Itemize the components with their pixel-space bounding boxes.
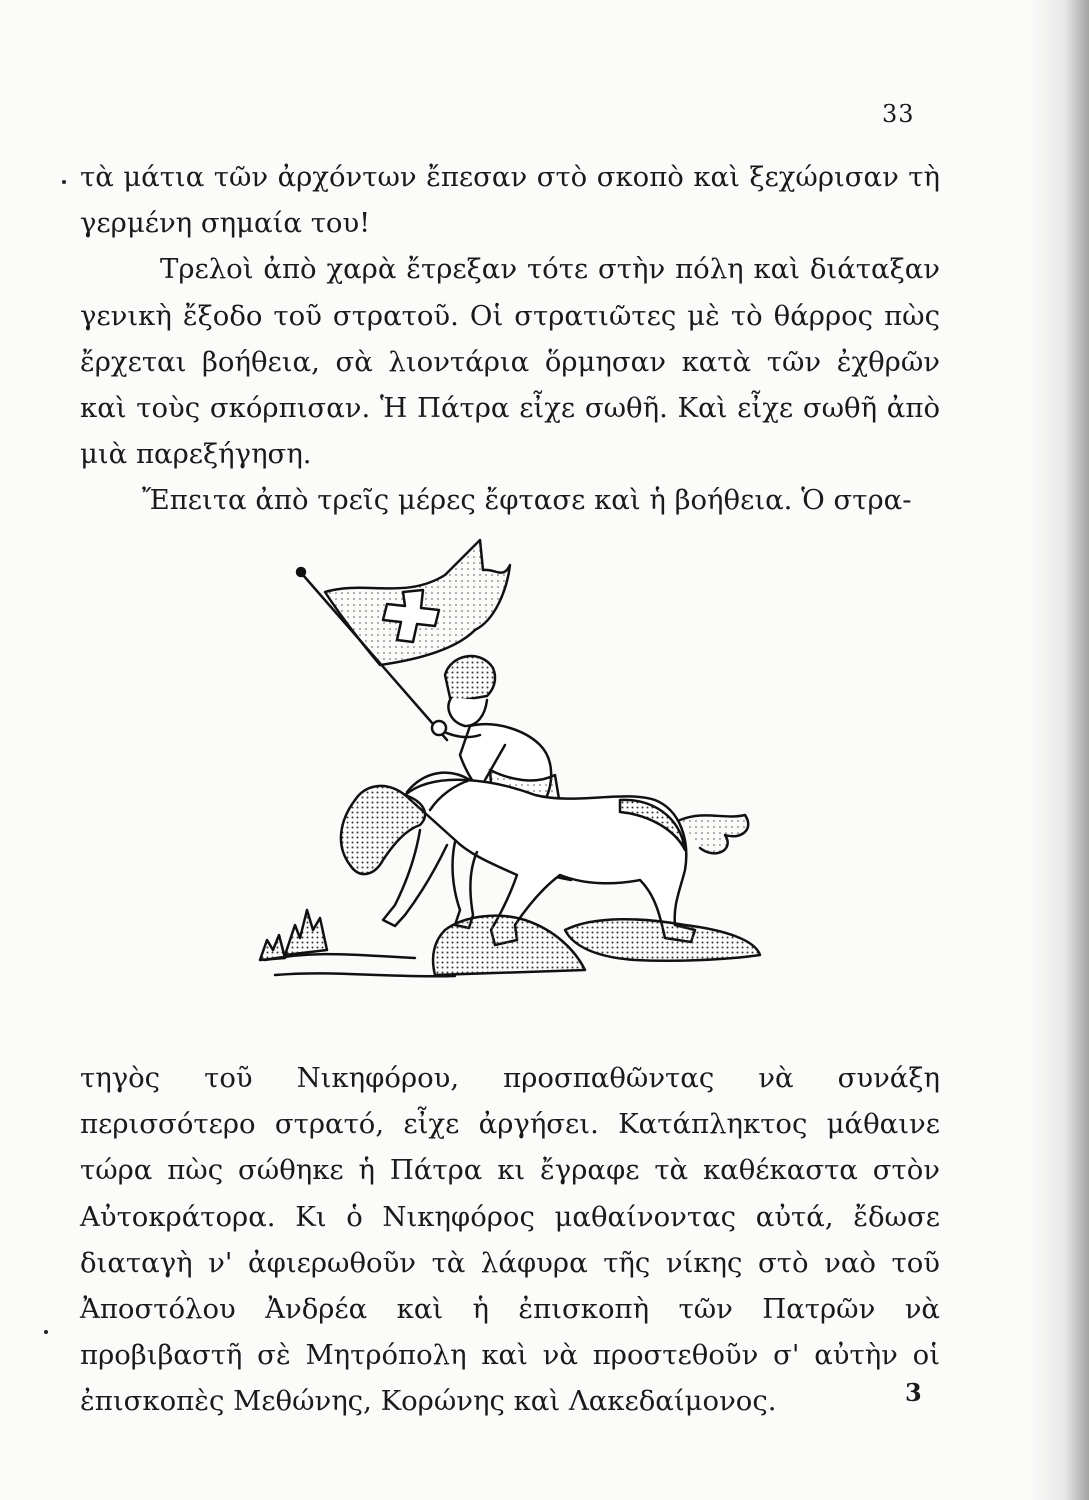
rider-helmet [445,656,495,702]
text-block-top [80,154,940,524]
rider-hand [432,721,446,735]
ink-speck [44,1330,48,1334]
horse-tail [680,815,748,853]
paragraph: Τρελοὶ ἀπὸ χαρὰ ἔτρεξαν τότε στὴν πόλη καὶ διάταξαν γενικὴ ἔξοδο τοῦ στρατοῦ. Οἱ στρατιῶτες μὲ τὸ θάρρος πὼς ἔρχεται βοήθεια, σὰ λιοντάρια ὅρμησαν κατὰ τῶν ἐχθρῶν καὶ τοὺς σκόρπισαν. Ἡ Πάτρα εἶχε σωθῆ. Καὶ εἶχε σωθῆ ἀπὸ μιὰ παρεξήγηση. [80,253,940,471]
pole-finial [297,568,305,576]
ink-speck [62,180,66,184]
printer-signature-mark: 3 [905,1378,922,1407]
paragraph: τὰ μάτια τῶν ἀρχόντων ἔπεσαν στὸ σκοπὸ καὶ ξεχώρισαν τὴ γερμένη σημαία του! [80,161,940,240]
page-number: 33 [882,100,915,128]
rock [565,919,760,961]
tree [260,935,285,960]
rider-face [449,698,487,726]
paragraph: Ἔπειτα ἀπὸ τρεῖς μέρες ἔφτασε καὶ ἡ βοήθεια. Ὁ στρα- [142,484,912,517]
ground-line [275,973,455,976]
rock [433,916,585,975]
page-edge-shadow [1029,0,1089,1500]
paragraph: τηγὸς τοῦ Νικηφόρου, προσπαθῶντας νὰ συνάξη περισσότερο στρατό, εἶχε ἀργήσει. Κατάπληκτος μάθαινε τώρα πὼς σώθηκε ἡ Πάτρα κι ἔγραφε τὰ καθέκαστα στὸν Αὐτοκράτορα. Κι ὁ Νικηφόρος μαθαίνοντας αὐτά, ἔδωσε διαταγὴ ν' ἀφιερωθοῦν τὰ λάφυρα τῆς νίκης στὸ ναὸ τοῦ Ἀποστόλου Ἀνδρέα καὶ ἡ ἐπισκοπὴ τῶν Πατρῶν νὰ προβιβαστῆ σὲ Μητρόπολη καὶ νὰ προστεθοῦν σ' αὐτὴν οἱ ἐπισκοπὲς Μεθώνης, Κορώνης καὶ Λακεδαίμονος. [80,1062,940,1418]
knight-on-horse-illustration [255,530,775,990]
tree [285,910,327,955]
text-block-bottom [80,1055,940,1425]
